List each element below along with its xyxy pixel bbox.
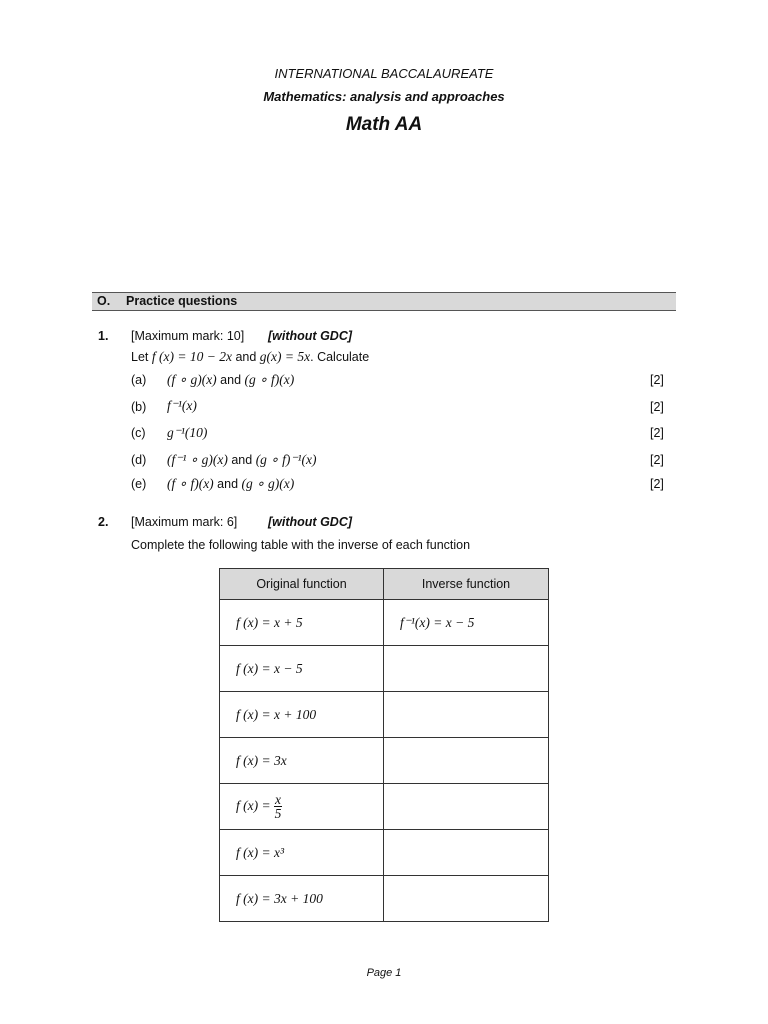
q1d-and: and — [231, 453, 253, 467]
column-header: Original function — [220, 569, 384, 600]
original-function: f (x) = x + 100 — [236, 706, 317, 722]
original-function: f (x) = 3x — [236, 752, 287, 768]
inverse-function: f⁻¹(x) = x − 5 — [400, 614, 475, 630]
table-row — [220, 646, 549, 692]
table-row — [220, 738, 549, 784]
q1-part-expr — [167, 452, 317, 468]
q1d-mark: [2] — [650, 453, 664, 467]
q1-part-label: (a) — [131, 373, 147, 387]
original-function: f (x) = x + 5 — [236, 614, 303, 630]
q1a-mark: [2] — [650, 373, 664, 387]
q1-part-label: (b) — [131, 400, 147, 414]
q1-part-expr — [167, 372, 294, 388]
q1a-expr1: (f ∘ g)(x) — [167, 372, 217, 387]
q1b-mark: [2] — [650, 400, 664, 414]
fraction-denominator: 5 — [274, 806, 282, 821]
original-function: f (x) = 3x + 100 — [236, 890, 323, 906]
q1e-mark: [2] — [650, 477, 664, 491]
q1-number: 1. — [98, 329, 109, 343]
section-heading — [92, 292, 676, 311]
original-function: f (x) = x³ — [236, 844, 285, 860]
section-title: Practice questions — [126, 294, 238, 308]
section-number: O. — [97, 294, 111, 308]
inverse-cell[interactable] — [384, 784, 549, 830]
q1-part-expr — [167, 476, 294, 492]
fraction-numerator: x — [274, 792, 281, 807]
table-row — [220, 784, 549, 830]
inverse-cell[interactable] — [384, 692, 549, 738]
table-row — [220, 830, 549, 876]
inverse-cell[interactable] — [384, 738, 549, 784]
table-row — [220, 876, 549, 922]
q2-gdc-note: [without GDC] — [268, 515, 353, 529]
q2-max-mark: [Maximum mark: 6] — [131, 515, 238, 529]
inverse-cell[interactable] — [384, 876, 549, 922]
q1-intro-f: f (x) = 10 − 2x — [151, 349, 232, 364]
original-function — [236, 792, 282, 821]
q1e-expr2: (g ∘ g)(x) — [241, 476, 295, 491]
q1d-expr1: (f⁻¹ ∘ g)(x) — [167, 452, 228, 467]
q2-number: 2. — [98, 515, 109, 529]
q1-intro-let: Let — [131, 350, 149, 364]
q1d-expr2: (g ∘ f)⁻¹(x) — [255, 452, 317, 467]
inverse-cell[interactable] — [384, 830, 549, 876]
table-row — [220, 692, 549, 738]
q1-part-expr — [167, 398, 197, 414]
q2-instruction: Complete the following table with the inverse of each function — [131, 538, 471, 552]
original-function: f (x) = x − 5 — [236, 660, 303, 676]
table-row — [220, 600, 549, 646]
table-header-row — [220, 569, 549, 600]
q1c-expr1: g⁻¹(10) — [167, 425, 208, 440]
document-title: Math AA — [345, 114, 423, 135]
inverse-cell[interactable] — [384, 646, 549, 692]
column-header: Inverse function — [384, 569, 549, 600]
q1-gdc-note: [without GDC] — [268, 329, 353, 343]
q1e-and: and — [217, 477, 239, 491]
q1-intro-and: and — [235, 350, 257, 364]
q1-max-mark: [Maximum mark: 10] — [131, 329, 245, 343]
q1a-expr2: (g ∘ f)(x) — [244, 372, 295, 387]
q1b-expr1: f⁻¹(x) — [167, 398, 197, 413]
q1-intro-calc: . Calculate — [310, 350, 370, 364]
q1c-mark: [2] — [650, 426, 664, 440]
q1-intro-g: g(x) = 5x — [259, 349, 311, 364]
q1-intro — [131, 349, 369, 365]
page-number: Page 1 — [366, 967, 402, 979]
q1e-expr1: (f ∘ f)(x) — [167, 476, 214, 491]
original-prefix: f (x) = — [236, 797, 271, 813]
header-org: INTERNATIONAL BACCALAUREATE — [274, 66, 494, 81]
inverse-cell[interactable] — [384, 600, 549, 646]
q1-part-label: (e) — [131, 477, 147, 491]
q1-part-label: (d) — [131, 453, 147, 467]
inverse-table — [219, 568, 549, 922]
header-subject: Mathematics: analysis and approaches — [263, 89, 505, 104]
q1-part-label: (c) — [131, 426, 146, 440]
fraction — [274, 793, 282, 820]
q1-part-expr — [167, 425, 207, 441]
q1a-and: and — [220, 373, 242, 387]
